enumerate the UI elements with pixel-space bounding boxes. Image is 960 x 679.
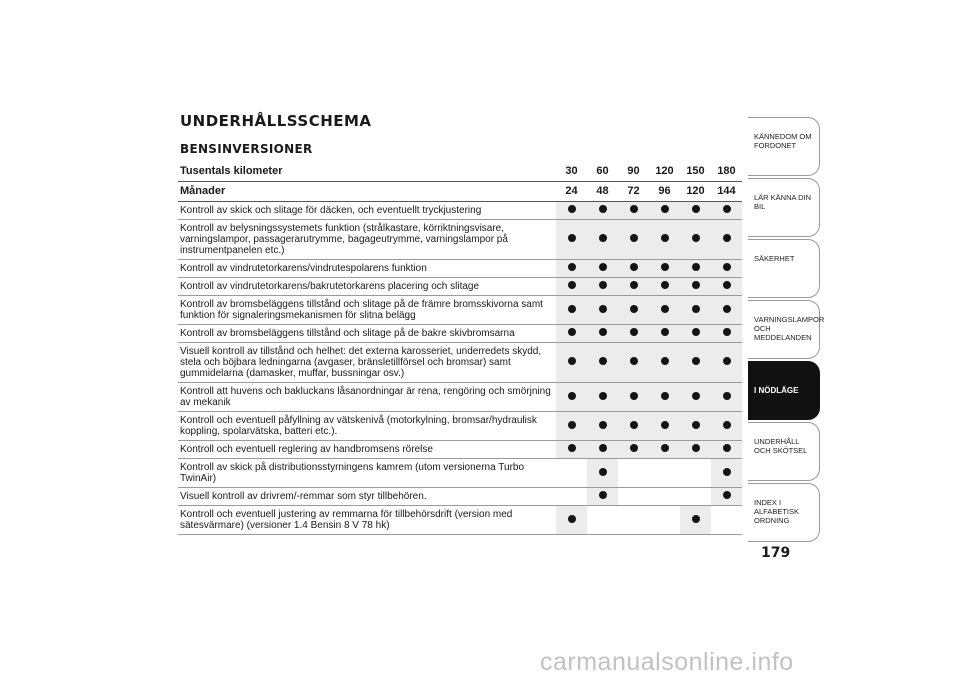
interval-cell bbox=[556, 488, 587, 506]
interval-cell bbox=[556, 325, 587, 343]
table-row bbox=[178, 488, 742, 506]
interval-cell bbox=[556, 260, 587, 278]
interval-cell bbox=[587, 441, 618, 459]
interval-cell bbox=[680, 325, 711, 343]
check-dot-icon bbox=[723, 205, 731, 213]
check-dot-icon bbox=[630, 421, 638, 429]
month-value: 24 bbox=[556, 182, 587, 202]
chapter-tab[interactable]: I NÖDLÄGE bbox=[748, 361, 820, 420]
task-description: Kontroll och eventuell påfyllning av vätskenivå (motorkylning, bromsar/hydraulisk koppling, spolarvätska, batteri etc.). bbox=[178, 412, 556, 441]
check-dot-icon bbox=[568, 234, 576, 242]
check-dot-icon bbox=[568, 328, 576, 336]
check-dot-icon bbox=[692, 421, 700, 429]
chapter-tabs bbox=[748, 117, 825, 544]
check-dot-icon bbox=[599, 281, 607, 289]
interval-cell bbox=[680, 220, 711, 260]
check-dot-icon bbox=[630, 234, 638, 242]
check-dot-icon bbox=[723, 468, 731, 476]
check-dot-icon bbox=[692, 205, 700, 213]
interval-cell bbox=[587, 412, 618, 441]
table-row bbox=[178, 278, 742, 296]
check-dot-icon bbox=[661, 234, 669, 242]
interval-cell bbox=[556, 506, 587, 535]
interval-cell bbox=[618, 459, 649, 488]
interval-cell bbox=[649, 278, 680, 296]
task-description: Kontroll av vindrutetorkarens/vindrutespolarens funktion bbox=[178, 260, 556, 278]
check-dot-icon bbox=[630, 444, 638, 452]
interval-cell bbox=[618, 220, 649, 260]
chapter-tab[interactable]: INDEX I ALFABETISK ORDNING bbox=[748, 483, 820, 542]
interval-cell bbox=[618, 343, 649, 383]
interval-cell bbox=[711, 506, 742, 535]
check-dot-icon bbox=[723, 357, 731, 365]
table-row bbox=[178, 383, 742, 412]
chapter-tab[interactable]: VARNINGSLAMPOR OCH MEDDELANDEN bbox=[748, 300, 820, 359]
check-dot-icon bbox=[661, 444, 669, 452]
section-title: BENSINVERSIONER bbox=[180, 142, 313, 156]
interval-cell bbox=[680, 383, 711, 412]
check-dot-icon bbox=[568, 392, 576, 400]
check-dot-icon bbox=[599, 234, 607, 242]
interval-cell bbox=[618, 383, 649, 412]
table-row bbox=[178, 412, 742, 441]
task-description: Kontroll av belysningssystemets funktion (strålkastare, körriktningsvisare, varningslampor, passagerarutrymme, bagageutrymme, varningslampor på instrumentpanelen etc.) bbox=[178, 220, 556, 260]
check-dot-icon bbox=[692, 281, 700, 289]
interval-cell bbox=[680, 459, 711, 488]
interval-cell bbox=[587, 202, 618, 220]
check-dot-icon bbox=[568, 444, 576, 452]
interval-cell bbox=[711, 220, 742, 260]
interval-cell bbox=[711, 441, 742, 459]
check-dot-icon bbox=[630, 263, 638, 271]
month-value: 72 bbox=[618, 182, 649, 202]
interval-cell bbox=[649, 441, 680, 459]
schedule-body bbox=[178, 202, 742, 535]
interval-cell bbox=[680, 296, 711, 325]
interval-cell bbox=[618, 506, 649, 535]
interval-cell bbox=[711, 343, 742, 383]
interval-cell bbox=[618, 441, 649, 459]
check-dot-icon bbox=[661, 205, 669, 213]
kilometer-value: 150 bbox=[680, 162, 711, 182]
interval-cell bbox=[618, 260, 649, 278]
kilometer-value: 60 bbox=[587, 162, 618, 182]
table-row bbox=[178, 202, 742, 220]
table-row bbox=[178, 325, 742, 343]
check-dot-icon bbox=[723, 491, 731, 499]
interval-cell bbox=[618, 412, 649, 441]
kilometer-header-row bbox=[178, 162, 742, 182]
task-description: Kontroll av skick och slitage för däcken, och eventuellt tryckjustering bbox=[178, 202, 556, 220]
interval-cell bbox=[680, 412, 711, 441]
task-description: Visuell kontroll av tillstånd och helhet: det externa karosseriet, underredets skydd, stela och böjbara ledningarna (avgaser, bränsletillförsel och bromsar) samt gummidelarna (damasker, muffar, bussningar osv.) bbox=[178, 343, 556, 383]
check-dot-icon bbox=[568, 205, 576, 213]
interval-cell bbox=[587, 506, 618, 535]
interval-cell bbox=[556, 459, 587, 488]
chapter-tab[interactable]: SÄKERHET bbox=[748, 239, 820, 298]
check-dot-icon bbox=[599, 328, 607, 336]
interval-cell bbox=[711, 459, 742, 488]
check-dot-icon bbox=[568, 305, 576, 313]
table-row bbox=[178, 459, 742, 488]
interval-cell bbox=[556, 278, 587, 296]
check-dot-icon bbox=[568, 515, 576, 523]
interval-cell bbox=[618, 278, 649, 296]
interval-cell bbox=[680, 441, 711, 459]
watermark: carmanualsonline.info bbox=[540, 648, 794, 676]
interval-cell bbox=[587, 220, 618, 260]
check-dot-icon bbox=[630, 357, 638, 365]
task-description: Kontroll av bromsbeläggens tillstånd och slitage på de främre bromsskivorna samt funktion för signaleringsmekanismen för slitna belägg bbox=[178, 296, 556, 325]
check-dot-icon bbox=[723, 281, 731, 289]
check-dot-icon bbox=[599, 357, 607, 365]
interval-cell bbox=[649, 202, 680, 220]
interval-cell bbox=[587, 488, 618, 506]
month-header-label: Månader bbox=[178, 182, 556, 202]
interval-cell bbox=[649, 296, 680, 325]
chapter-tab[interactable]: KÄNNEDOM OM FORDONET bbox=[748, 117, 820, 176]
interval-cell bbox=[680, 506, 711, 535]
table-row bbox=[178, 506, 742, 535]
interval-cell bbox=[618, 488, 649, 506]
check-dot-icon bbox=[568, 263, 576, 271]
table-row bbox=[178, 343, 742, 383]
check-dot-icon bbox=[599, 263, 607, 271]
chapter-tab[interactable]: LÄR KÄNNA DIN BIL bbox=[748, 178, 820, 237]
interval-cell bbox=[680, 202, 711, 220]
check-dot-icon bbox=[723, 444, 731, 452]
interval-cell bbox=[556, 296, 587, 325]
month-value: 120 bbox=[680, 182, 711, 202]
interval-cell bbox=[711, 260, 742, 278]
interval-cell bbox=[556, 412, 587, 441]
check-dot-icon bbox=[692, 392, 700, 400]
interval-cell bbox=[711, 325, 742, 343]
check-dot-icon bbox=[692, 234, 700, 242]
chapter-tab[interactable]: UNDERHÅLL OCH SKÖTSEL bbox=[748, 422, 820, 481]
interval-cell bbox=[587, 325, 618, 343]
check-dot-icon bbox=[599, 491, 607, 499]
check-dot-icon bbox=[692, 305, 700, 313]
interval-cell bbox=[587, 296, 618, 325]
check-dot-icon bbox=[568, 421, 576, 429]
interval-cell bbox=[556, 202, 587, 220]
interval-cell bbox=[587, 260, 618, 278]
check-dot-icon bbox=[723, 421, 731, 429]
interval-cell bbox=[587, 343, 618, 383]
interval-cell bbox=[711, 488, 742, 506]
interval-cell bbox=[618, 202, 649, 220]
check-dot-icon bbox=[661, 263, 669, 271]
interval-cell bbox=[556, 343, 587, 383]
check-dot-icon bbox=[630, 281, 638, 289]
check-dot-icon bbox=[692, 515, 700, 523]
interval-cell bbox=[556, 220, 587, 260]
interval-cell bbox=[711, 278, 742, 296]
check-dot-icon bbox=[661, 281, 669, 289]
check-dot-icon bbox=[599, 444, 607, 452]
interval-cell bbox=[649, 325, 680, 343]
check-dot-icon bbox=[568, 357, 576, 365]
check-dot-icon bbox=[630, 392, 638, 400]
interval-cell bbox=[587, 278, 618, 296]
check-dot-icon bbox=[723, 234, 731, 242]
check-dot-icon bbox=[692, 357, 700, 365]
interval-cell bbox=[649, 383, 680, 412]
check-dot-icon bbox=[692, 444, 700, 452]
check-dot-icon bbox=[661, 357, 669, 365]
interval-cell bbox=[618, 325, 649, 343]
kilometer-header-label: Tusentals kilometer bbox=[178, 162, 556, 182]
interval-cell bbox=[587, 383, 618, 412]
interval-cell bbox=[680, 343, 711, 383]
interval-cell bbox=[587, 459, 618, 488]
interval-cell bbox=[711, 296, 742, 325]
check-dot-icon bbox=[723, 392, 731, 400]
kilometer-value: 120 bbox=[649, 162, 680, 182]
check-dot-icon bbox=[692, 328, 700, 336]
check-dot-icon bbox=[630, 305, 638, 313]
interval-cell bbox=[680, 260, 711, 278]
table-row bbox=[178, 260, 742, 278]
task-description: Kontroll av skick på distributionsstyrningens kamrem (utom versionerna Turbo TwinAir) bbox=[178, 459, 556, 488]
month-header-row bbox=[178, 182, 742, 202]
task-description: Visuell kontroll av drivrem/-remmar som styr tillbehören. bbox=[178, 488, 556, 506]
kilometer-value: 90 bbox=[618, 162, 649, 182]
maintenance-schedule-table bbox=[178, 162, 742, 535]
page-title: UNDERHÅLLSSCHEMA bbox=[180, 112, 372, 130]
check-dot-icon bbox=[661, 328, 669, 336]
interval-cell bbox=[556, 383, 587, 412]
check-dot-icon bbox=[723, 328, 731, 336]
task-description: Kontroll och eventuell justering av remmarna för tillbehörsdrift (version med sätesvärmare) (versioner 1.4 Bensin 8 V 78 hk) bbox=[178, 506, 556, 535]
interval-cell bbox=[711, 383, 742, 412]
task-description: Kontroll av bromsbeläggens tillstånd och slitage på de bakre skivbromsarna bbox=[178, 325, 556, 343]
check-dot-icon bbox=[661, 305, 669, 313]
check-dot-icon bbox=[599, 205, 607, 213]
interval-cell bbox=[649, 488, 680, 506]
interval-cell bbox=[649, 343, 680, 383]
check-dot-icon bbox=[661, 421, 669, 429]
check-dot-icon bbox=[723, 305, 731, 313]
interval-cell bbox=[711, 412, 742, 441]
interval-cell bbox=[711, 202, 742, 220]
check-dot-icon bbox=[568, 281, 576, 289]
check-dot-icon bbox=[599, 421, 607, 429]
task-description: Kontroll och eventuell reglering av handbromsens rörelse bbox=[178, 441, 556, 459]
table-row bbox=[178, 296, 742, 325]
check-dot-icon bbox=[723, 263, 731, 271]
check-dot-icon bbox=[599, 305, 607, 313]
interval-cell bbox=[556, 441, 587, 459]
interval-cell bbox=[649, 412, 680, 441]
check-dot-icon bbox=[661, 392, 669, 400]
interval-cell bbox=[649, 260, 680, 278]
task-description: Kontroll att huvens och bakluckans låsanordningar är rena, rengöring och smörjning av mekanik bbox=[178, 383, 556, 412]
check-dot-icon bbox=[630, 205, 638, 213]
kilometer-value: 180 bbox=[711, 162, 742, 182]
check-dot-icon bbox=[599, 468, 607, 476]
month-value: 144 bbox=[711, 182, 742, 202]
interval-cell bbox=[649, 220, 680, 260]
task-description: Kontroll av vindrutetorkarens/bakrutetorkarens placering och slitage bbox=[178, 278, 556, 296]
month-value: 96 bbox=[649, 182, 680, 202]
check-dot-icon bbox=[630, 328, 638, 336]
month-value: 48 bbox=[587, 182, 618, 202]
check-dot-icon bbox=[599, 392, 607, 400]
interval-cell bbox=[649, 459, 680, 488]
interval-cell bbox=[680, 278, 711, 296]
interval-cell bbox=[680, 488, 711, 506]
interval-cell bbox=[618, 296, 649, 325]
interval-cell bbox=[649, 506, 680, 535]
kilometer-value: 30 bbox=[556, 162, 587, 182]
check-dot-icon bbox=[692, 263, 700, 271]
page-number: 179 bbox=[761, 545, 791, 561]
table-row bbox=[178, 220, 742, 260]
table-row bbox=[178, 441, 742, 459]
